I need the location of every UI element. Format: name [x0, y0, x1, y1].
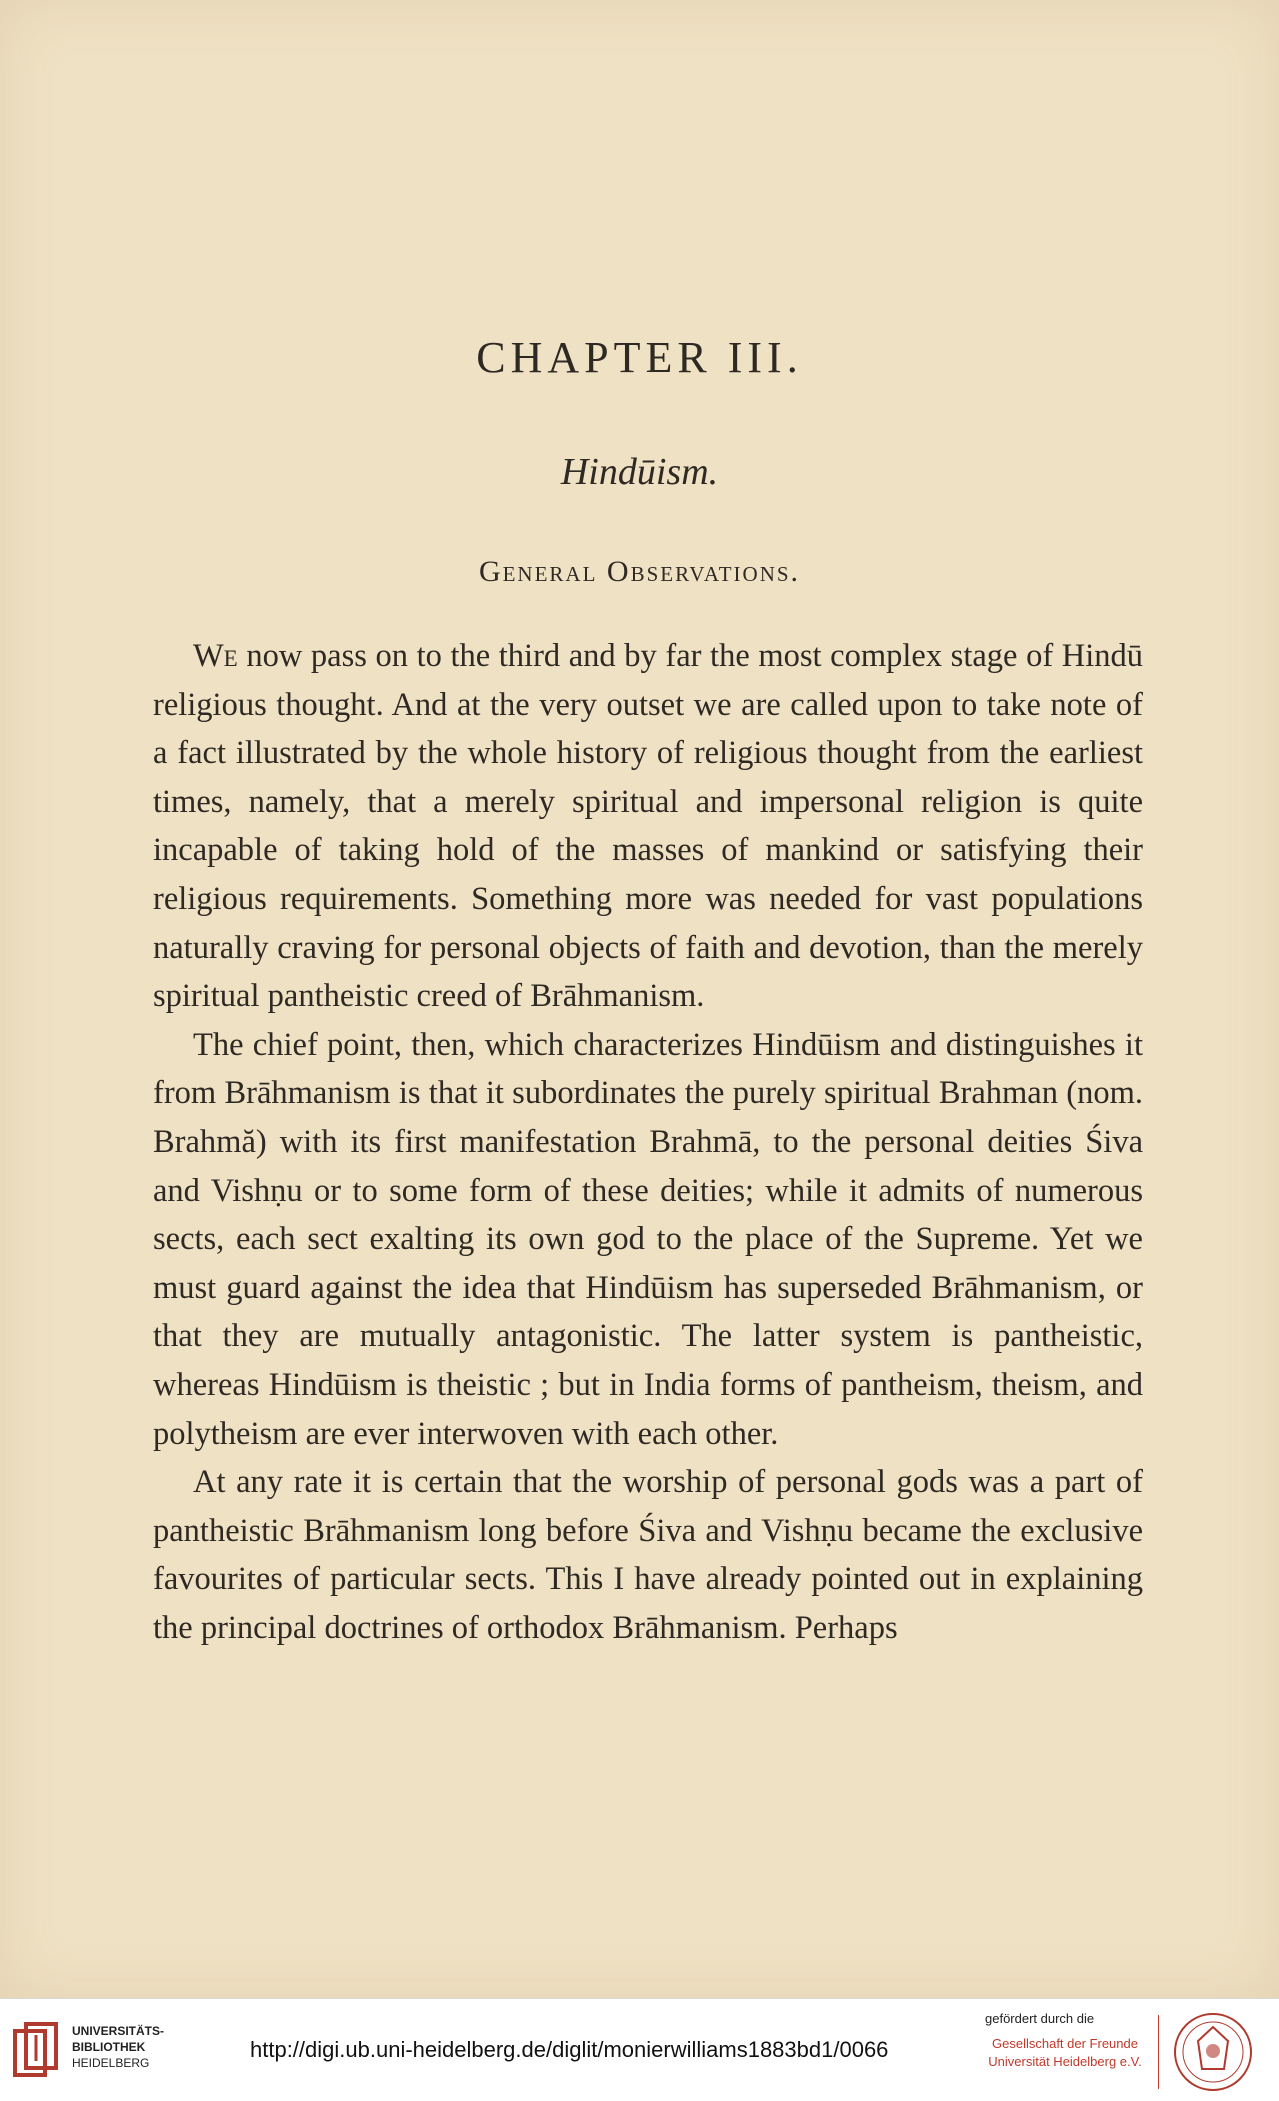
source-url[interactable]: http://digi.ub.uni-heidelberg.de/diglit/monierwilliams1883bd1/0066	[250, 2037, 889, 2062]
paragraph-lead-word: We	[193, 638, 238, 674]
body-text	[153, 632, 1143, 1652]
library-logo-icon	[12, 2021, 62, 2079]
library-name: UNIVERSITÄTS- BIBLIOTHEK HEIDELBERG	[72, 2024, 165, 2070]
university-seal-icon	[1172, 2011, 1254, 2093]
footer-bar	[0, 1998, 1279, 2101]
chapter-heading: CHAPTER III.	[476, 333, 803, 382]
divider	[1158, 2015, 1159, 2089]
paragraph-3: At any rate it is certain that the worship of personal gods was a part of pantheistic Brāhmanism long before Śiva and Vishṇu became the exclusive favourites of particular sects. This I have already pointed out in explaining the principal doctrines of orthodox Brāhmanism. Perhaps	[153, 1464, 1143, 1646]
paragraph-1	[153, 632, 1143, 1021]
paragraph-text: now pass on to the third and by far the most complex stage of Hindū religious thought. And at the very outset we are called upon to take note of a fact illustrated by the whole history of religious thought from the earliest times, namely, that a merely spiritual and impersonal religion is quite incapable of taking hold of the masses of mankind or satisfying their religious requirements. Something more was needed for vast populations naturally craving for personal objects of faith and devotion, than the merely spiritual pantheistic creed of Brāhmanism.	[153, 638, 1143, 1015]
section-heading: General Observations.	[478, 555, 801, 588]
sponsor-name: Gesellschaft der Freunde Universität Heidelberg e.V.	[988, 2036, 1142, 2069]
paragraph-2: The chief point, then, which characterizes Hindūism and distinguishes it from Brāhmanism is that it subordinates the purely spiritual Brahman (nom. Brahmă) with its first manifestation Brahmā, to the personal deities Śiva and Vishṇu or to some form of these deities; while it admits of numerous sects, each sect exalting its own god to the place of the Supreme. Yet we must guard against the idea that Hindūism has superseded Brāhmanism, or that they are mutually antagonistic. The latter system is pantheistic, whereas Hindūism is theistic ; but in India forms of pantheism, theism, and polytheism are ever interwoven with each other.	[153, 1026, 1143, 1452]
sponsor-label: gefördert durch die	[985, 2011, 1095, 2026]
chapter-subtitle: Hindūism.	[560, 451, 719, 493]
